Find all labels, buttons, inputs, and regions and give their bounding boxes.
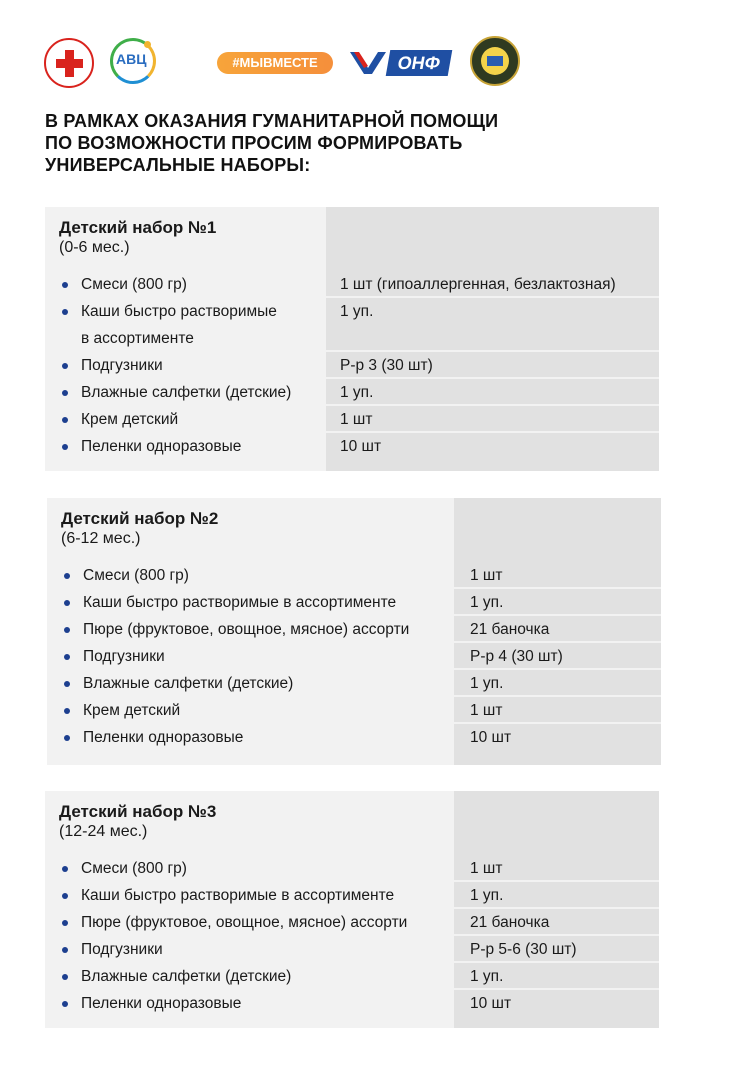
bullet-icon — [62, 444, 68, 450]
bullet-icon — [64, 681, 70, 687]
partner-logos — [44, 36, 524, 90]
heading-line-3: УНИВЕРСАЛЬНЫЕ НАБОРЫ: — [45, 155, 311, 175]
item-qty: 1 шт — [470, 567, 503, 584]
table-row — [45, 882, 659, 909]
item-name: Подгузники — [83, 648, 165, 665]
item-qty: 1 уп. — [340, 384, 374, 401]
bullet-icon — [64, 600, 70, 606]
table-row — [45, 352, 659, 379]
page-heading — [45, 110, 605, 176]
item-name: Пеленки одноразовые — [81, 995, 242, 1012]
item-qty: 1 шт — [340, 411, 373, 428]
item-name: Подгузники — [81, 357, 163, 374]
table-row — [45, 990, 659, 1017]
item-qty: 21 баночка — [470, 621, 550, 638]
kit-title: Детский набор №1 — [59, 218, 217, 237]
item-qty: 10 шт — [470, 729, 512, 746]
bullet-icon — [62, 947, 68, 953]
item-qty: 1 шт — [470, 860, 503, 877]
heading-line-2: ПО ВОЗМОЖНОСТИ ПРОСИМ ФОРМИРОВАТЬ — [45, 133, 463, 153]
bullet-icon — [64, 735, 70, 741]
kit-age: (6-12 мес.) — [61, 530, 141, 547]
bullet-icon — [62, 390, 68, 396]
heading-line-1: В РАМКАХ ОКАЗАНИЯ ГУМАНИТАРНОЙ ПОМОЩИ — [45, 111, 499, 131]
bullet-icon — [62, 866, 68, 872]
table-row — [47, 589, 661, 616]
item-qty: 1 шт — [470, 702, 503, 719]
red-cross-logo — [44, 38, 94, 88]
item-qty: 1 уп. — [340, 303, 374, 320]
item-name: Смеси (800 гр) — [81, 860, 187, 877]
table-row — [47, 670, 661, 697]
bullet-icon — [62, 920, 68, 926]
bullet-icon — [62, 974, 68, 980]
kit-1-table — [45, 207, 659, 471]
bullet-icon — [62, 893, 68, 899]
avc-abbr: АВЦ — [116, 51, 147, 67]
item-name: Крем детский — [81, 411, 179, 428]
table-row — [45, 963, 659, 990]
hashtag-logo: #МЫВМЕСТЕ — [217, 52, 333, 74]
item-name-cont: в ассортименте — [81, 330, 194, 347]
item-qty: 1 шт (гипоаллергенная, безлактозная) — [340, 276, 616, 293]
kit-age: (12-24 мес.) — [59, 823, 148, 840]
item-name: Влажные салфетки (детские) — [81, 384, 292, 401]
item-name: Смеси (800 гр) — [81, 276, 187, 293]
item-name: Каши быстро растворимые в ассортименте — [81, 887, 395, 904]
table-row — [47, 643, 661, 670]
item-qty: Р-р 3 (30 шт) — [340, 357, 433, 374]
table-row — [45, 936, 659, 963]
item-qty: Р-р 4 (30 шт) — [470, 648, 563, 665]
bullet-icon — [64, 627, 70, 633]
item-qty: Р-р 5-6 (30 шт) — [470, 941, 577, 958]
table-row — [45, 298, 659, 352]
bullet-icon — [62, 363, 68, 369]
kit-age: (0-6 мес.) — [59, 239, 130, 256]
item-qty: 1 уп. — [470, 968, 504, 985]
item-qty: 21 баночка — [470, 914, 550, 931]
bullet-icon — [64, 708, 70, 714]
item-name: Каши быстро растворимые в ассортименте — [83, 594, 397, 611]
item-name: Подгузники — [81, 941, 163, 958]
item-name: Пюре (фруктовое, овощное, мясное) ассорти — [81, 914, 408, 931]
item-name: Влажные салфетки (детские) — [83, 675, 294, 692]
kit-title: Детский набор №2 — [61, 509, 219, 528]
item-qty: 1 уп. — [470, 675, 504, 692]
item-qty: 1 уп. — [470, 594, 504, 611]
item-name: Пеленки одноразовые — [83, 729, 244, 746]
item-name: Крем детский — [83, 702, 181, 719]
bullet-icon — [62, 282, 68, 288]
table-row — [45, 909, 659, 936]
item-qty: 10 шт — [340, 438, 382, 455]
table-row — [47, 616, 661, 643]
table-row — [45, 271, 659, 298]
onf-check-icon — [350, 52, 386, 74]
emblem-logo — [470, 36, 520, 86]
table-row — [47, 697, 661, 724]
bullet-icon — [62, 1001, 68, 1007]
table-row — [45, 433, 659, 460]
onf-logo — [350, 48, 454, 78]
kit-3-table — [45, 791, 659, 1028]
table-row — [45, 406, 659, 433]
item-name: Каши быстро растворимые — [81, 303, 277, 320]
table-row — [47, 562, 661, 589]
item-name: Пеленки одноразовые — [81, 438, 242, 455]
kit-2-table — [47, 498, 661, 765]
bullet-icon — [64, 654, 70, 660]
table-row — [47, 724, 661, 751]
bullet-icon — [64, 573, 70, 579]
table-row — [45, 855, 659, 882]
kit-title: Детский набор №3 — [59, 802, 217, 821]
item-qty: 1 уп. — [470, 887, 504, 904]
item-name: Смеси (800 гр) — [83, 567, 189, 584]
item-name: Влажные салфетки (детские) — [81, 968, 292, 985]
bullet-icon — [62, 417, 68, 423]
onf-text: ОНФ — [386, 50, 453, 76]
item-name: Пюре (фруктовое, овощное, мясное) ассорти — [83, 621, 410, 638]
item-qty: 10 шт — [470, 995, 512, 1012]
table-row — [45, 379, 659, 406]
bullet-icon — [62, 309, 68, 315]
